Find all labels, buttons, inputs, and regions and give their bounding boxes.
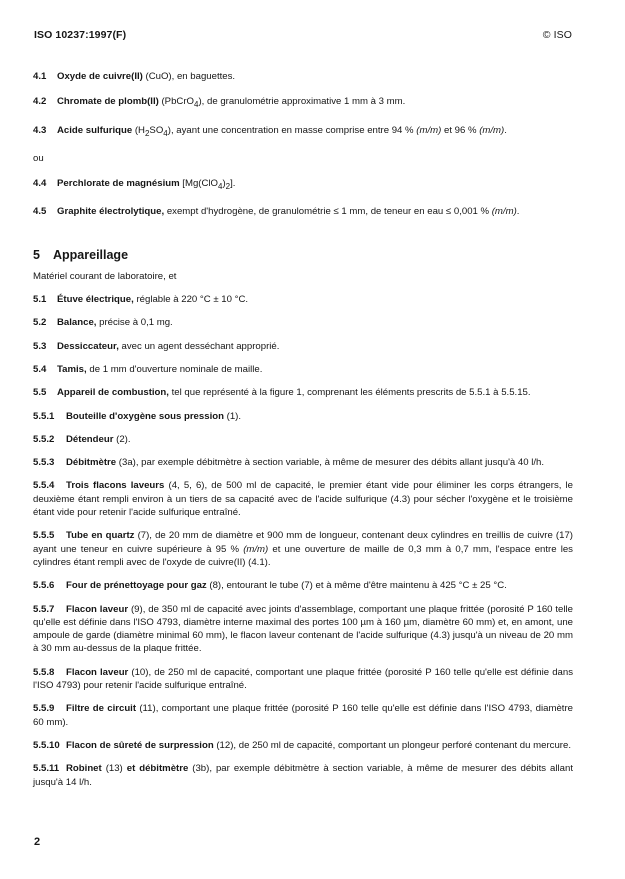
item-5-5: 5.5 Appareil de combustion, tel que représenté à la figure 1, comprenant les éléments prescrits de 5.5.1 à 5.5.15. xyxy=(33,387,531,399)
item-5-5-1: 5.5.1 Bouteille d'oxygène sous pression (1). xyxy=(33,410,242,422)
page-number: 2 xyxy=(34,836,41,848)
item-5-5-9: 5.5.9 Filtre de circuit (11), comportant une plaque frittée (porosité P 160 telle qu'elle est définie dans l'ISO 4793, diamètre 60 mm). xyxy=(33,703,573,728)
item-5-5-10: 5.5.10 Flacon de sûreté de surpression (12), de 250 ml de capacité, comportant un plongeur perforé contenant du mercure. xyxy=(33,739,571,751)
item-4-4: 4.4 Perchlorate de magnésium $[Mg(ClO_4)_2]$. xyxy=(33,178,236,191)
item-5-5-8: 5.5.8 Flacon laveur (10), de 250 ml de capacité, comportant une plaque frittée (porosité P 160 telle qu'elle est définie dans l'ISO 4793) pour retenir l'acide sulfurique entraîné. xyxy=(33,666,574,692)
or-text: ou xyxy=(33,152,44,164)
item-5-5-2: 5.5.2 Détendeur (2). xyxy=(33,433,131,445)
copyright-mark: © ISO xyxy=(542,29,572,41)
page-content xyxy=(33,62,573,789)
item-5-5-7: 5.5.7 Flacon laveur (9), de 350 ml de capacité avec joints d'assemblage, comportant une plaque frittée (porosité P 160 telle qu'elle est définie dans l'ISO 4793, diamètre interne maximal des portes 100 µm à 160 µm, diamètre 60 mm) et, en amont, une ampoule de garde (diamètre minimal 60 mm), le flacon laveur contenant de l'acide sulfurique (4.3) jusqu'à un niveau de 20 mm à 30 mm au-dessus de la plaque frittée. xyxy=(33,603,573,655)
item-5-2: 5.2 Balance, précise à 0,1 mg. xyxy=(33,317,173,329)
item-5-3: 5.3 Dessiccateur, avec un agent desséchant approprié. xyxy=(33,340,280,352)
item-5-4: 5.4 Tamis, de 1 mm d'ouverture nominale de maille. xyxy=(33,363,263,375)
section-5-intro: Matériel courant de laboratoire, et xyxy=(33,270,177,282)
section-5-heading: 5 Appareillage xyxy=(33,247,129,262)
item-5-5-11: 5.5.11 Robinet (13) et débitmètre (3b), par exemple débitmètre à section variable, à même de mesurer des débits allant jusqu'à 14 l/h. xyxy=(33,763,573,788)
item-4-5: 4.5 Graphite électrolytique, exempt d'hydrogène, de granulométrie ≤ 1 mm, de teneur en eau ≤ 0,001 % (m/m). xyxy=(33,206,520,218)
item-5-5-3: 5.5.3 Débitmètre (3a), par exemple débitmètre à section variable, à même de mesurer des débits allant jusqu'à 40 l/h. xyxy=(33,457,545,469)
item-4-1: 4.1 Oxyde de cuivre(II) (CuO), en baguettes. xyxy=(33,71,236,82)
item-4-3: 4.3 Acide sulfurique $(H_2SO_4)$, ayant une concentration en masse comprise entre 94 % (m/m) et 96 % (m/m). xyxy=(33,124,507,138)
item-5-5-5: 5.5.5 Tube en quartz (7), de 20 mm de diamètre et 900 mm de longueur, contenant deux cylindres en treillis de cuivre (17) ayant une teneur en cuivre supérieure à 95 % (m/m) et une ouverture de maille de 0,3 mm à 0,7 mm, l'espace entre les cylindres étant rempli avec de l'oxyde de cuivre(II) (4.1). xyxy=(33,530,573,568)
document-id: ISO 10237:1997(F) xyxy=(34,29,127,41)
item-5-5-6: 5.5.6 Four de prénettoyage pour gaz (8), entourant le tube (7) et à même d'être maintenu à 425 °C ± 25 °C. xyxy=(33,580,507,592)
item-4-2: 4.2 Chromate de plomb(II) (PbCrO$_4$), de granulométrie approximative 1 mm à 3 mm. xyxy=(33,96,406,110)
item-5-1: 5.1 Étuve électrique, réglable à 220 °C ± 10 °C. xyxy=(33,294,249,306)
item-5-5-4: 5.5.4 Trois flacons laveurs (4, 5, 6), de 500 ml de capacité, le premier étant vide pour éliminer les corps étrangers, le deuxième étant rempli environ à un tiers de sa capacité avec de l'acide sulfurique (4.3) pour sécher l'oxygène et le troisième étant vide pour retenir l'acide sulfurique entraîné. xyxy=(33,480,573,519)
